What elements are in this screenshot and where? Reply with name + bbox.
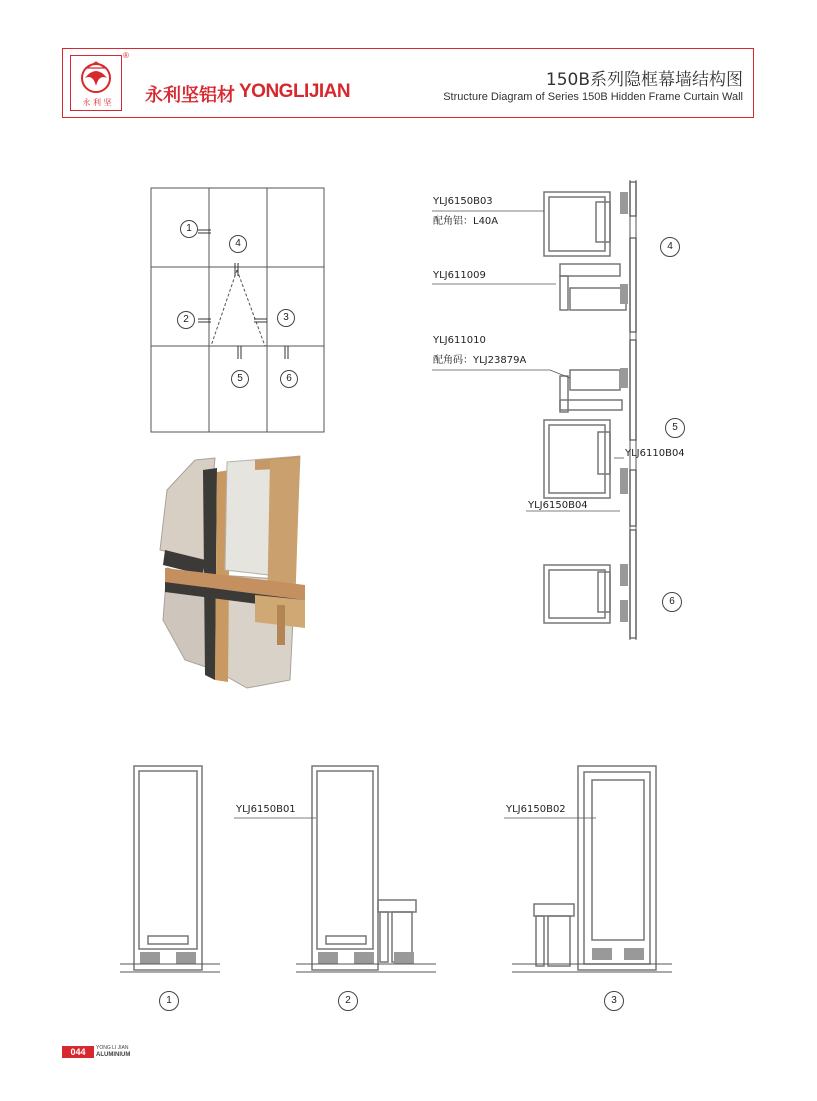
label-ylj6150b04: YLJ6150B04 (528, 500, 588, 511)
label-ylj6110b04: YLJ6110B04 (625, 448, 685, 459)
elevation-marker-6: 6 (280, 370, 298, 388)
page-number: 044 (62, 1046, 94, 1058)
header-frame (62, 48, 754, 118)
horizontal-section-3 (512, 760, 672, 990)
footer-brand-small: YONG LI JIAN (96, 1045, 129, 1051)
elevation-grid-diagram (148, 186, 328, 436)
registered-mark: ® (123, 51, 129, 60)
label-ylj6150b01: YLJ6150B01 (236, 804, 296, 815)
elevation-marker-5: 5 (231, 370, 249, 388)
elevation-marker-4: 4 (229, 235, 247, 253)
label-ylj611010: YLJ611010 (433, 335, 486, 346)
brand-name-cn: 永利坚铝材 (145, 85, 235, 106)
section-marker-4: 4 (660, 237, 680, 257)
label-ylj6150b02: YLJ6150B02 (506, 804, 566, 815)
horizontal-section-2 (296, 760, 436, 990)
label-corner-ylj23879a: 配角码：YLJ23879A (433, 355, 527, 366)
section-marker-bottom-2: 2 (338, 991, 358, 1011)
curtain-wall-3d-render (155, 450, 325, 690)
section-marker-5: 5 (665, 418, 685, 438)
label-ylj6150b03: YLJ6150B03 (433, 196, 493, 207)
section-marker-bottom-1: 1 (159, 991, 179, 1011)
elevation-marker-1: 1 (180, 220, 198, 238)
elevation-marker-2: 2 (177, 311, 195, 329)
page-title-cn: 150B系列隐框幕墙结构图 (545, 70, 743, 90)
section-marker-6: 6 (662, 592, 682, 612)
section-marker-bottom-3: 3 (604, 991, 624, 1011)
footer-aluminium: ALUMINIUM (96, 1052, 131, 1058)
label-ylj611009: YLJ611009 (433, 270, 486, 281)
logo-text: 永 利 坚 (82, 98, 112, 107)
horizontal-section-1 (120, 760, 220, 990)
label-corner-l40a: 配角铝：L40A (433, 216, 499, 227)
elevation-marker-3: 3 (277, 309, 295, 327)
brand-logo (70, 55, 122, 111)
page-title-en: Structure Diagram of Series 150B Hidden Frame Curtain Wall (443, 91, 743, 103)
brand-name-en: YONGLIJIAN (239, 81, 351, 102)
